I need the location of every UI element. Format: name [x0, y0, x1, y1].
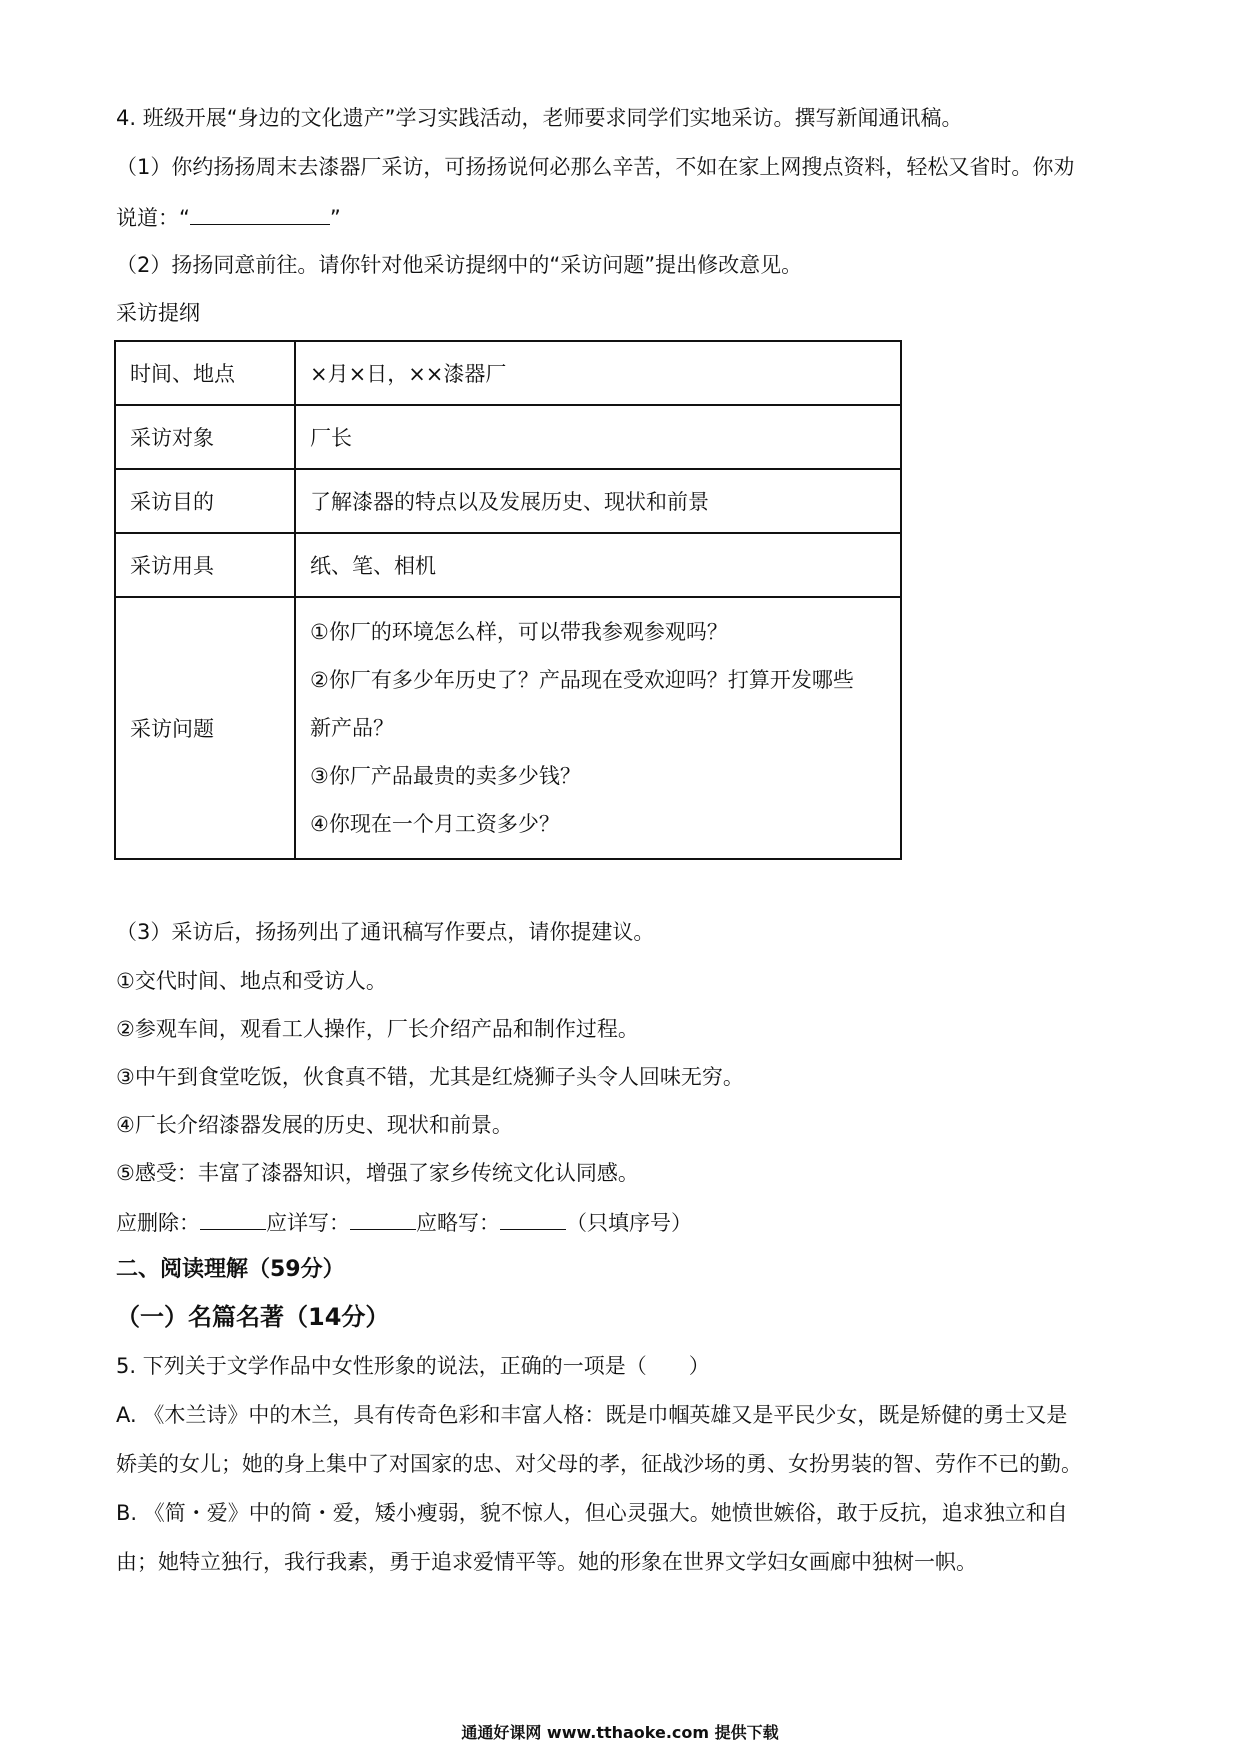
section-title: 二、阅读理解（59分）	[116, 1257, 345, 1282]
writing-point: ④厂长介绍漆器发展的历史、现状和前景。	[116, 1113, 513, 1137]
fill-note: （只填序号）	[566, 1211, 692, 1235]
answer-blank-detail[interactable]	[350, 1207, 416, 1230]
writing-point: ②参观车间，观看工人操作，厂长介绍产品和制作过程。	[116, 1017, 639, 1041]
questions-label: 采访问题	[115, 597, 295, 859]
q5-option-b-line1: B. 《简・爱》中的简・爱，矮小瘦弱，貌不惊人，但心灵强大。她愤世嫉俗，敢于反抗，追求独立和自	[116, 1501, 1068, 1525]
table-row	[115, 341, 901, 405]
answer-blank[interactable]	[190, 202, 330, 225]
table-row	[115, 533, 901, 597]
fill-brief-label: 应略写：	[416, 1211, 500, 1235]
table-row	[115, 405, 901, 469]
writing-point: ③中午到食堂吃饭，伙食真不错，尤其是红烧狮子头令人回味无穷。	[116, 1065, 744, 1089]
questions-cell	[295, 597, 901, 859]
outline-title: 采访提纲	[116, 301, 200, 325]
q4-part1-prefix: 说道：“	[116, 206, 190, 230]
q4-part3: （3）采访后，扬扬列出了通讯稿写作要点，请你提建议。	[116, 920, 655, 944]
fill-in-line	[116, 1207, 1126, 1237]
subsection-title: （一）名篇名著（14分）	[116, 1303, 390, 1331]
answer-blank-brief[interactable]	[500, 1207, 566, 1230]
q4-part2: （2）扬扬同意前往。请你针对他采访提纲中的“采访问题”提出修改意见。	[116, 253, 803, 277]
table-row	[115, 597, 901, 859]
outline-label: 采访目的	[115, 469, 295, 533]
q4-part1-line1: （1）你约扬扬周末去漆器厂采访，可扬扬说何必那么辛苦，不如在家上网搜点资料，轻松又省时。你劝	[116, 155, 1075, 179]
q5-option-a-line2: 娇美的女儿；她的身上集中了对国家的忠、对父母的孝，征战沙场的勇、女扮男装的智、劳作不已的勤。	[116, 1452, 1082, 1476]
outline-value: 厂长	[295, 405, 901, 469]
q5-option-b-line2: 由；她特立独行，我行我素，勇于追求爱情平等。她的形象在世界文学妇女画廊中独树一帜。	[116, 1550, 977, 1574]
question-item: ②你厂有多少年历史了？产品现在受欢迎吗？打算开发哪些	[310, 668, 854, 692]
fill-delete-label: 应删除：	[116, 1211, 200, 1235]
fill-detail-label: 应详写：	[266, 1211, 350, 1235]
question-item: ③你厂产品最贵的卖多少钱？	[310, 764, 581, 788]
outline-label: 时间、地点	[115, 341, 295, 405]
q4-stem: 4. 班级开展“身边的文化遗产”学习实践活动，老师要求同学们实地采访。撰写新闻通讯稿。	[116, 106, 963, 130]
outline-value: ×月×日，××漆器厂	[295, 341, 901, 405]
q4-part1-line2	[116, 202, 1126, 232]
outline-value: 纸、笔、相机	[295, 533, 901, 597]
question-item: ①你厂的环境怎么样，可以带我参观参观吗？	[310, 620, 728, 644]
writing-point: ⑤感受：丰富了漆器知识，增强了家乡传统文化认同感。	[116, 1161, 639, 1185]
outline-value: 了解漆器的特点以及发展历史、现状和前景	[295, 469, 901, 533]
outline-label: 采访用具	[115, 533, 295, 597]
page-footer: 通通好课网 www.tthaoke.com 提供下载	[461, 1723, 779, 1742]
q5-option-a-line1: A. 《木兰诗》中的木兰，具有传奇色彩和丰富人格：既是巾帼英雄又是平民少女，既是矫健的勇士又是	[116, 1403, 1068, 1427]
writing-point: ①交代时间、地点和受访人。	[116, 969, 387, 993]
outline-label: 采访对象	[115, 405, 295, 469]
question-item: ④你现在一个月工资多少？	[310, 812, 560, 836]
question-item: 新产品？	[310, 716, 394, 740]
q4-part1-suffix: ”	[329, 206, 341, 230]
interview-outline-table	[114, 340, 902, 860]
table-row	[115, 469, 901, 533]
answer-blank-delete[interactable]	[200, 1207, 266, 1230]
q5-stem: 5. 下列关于文学作品中女性形象的说法，正确的一项是（ ）	[116, 1354, 710, 1378]
